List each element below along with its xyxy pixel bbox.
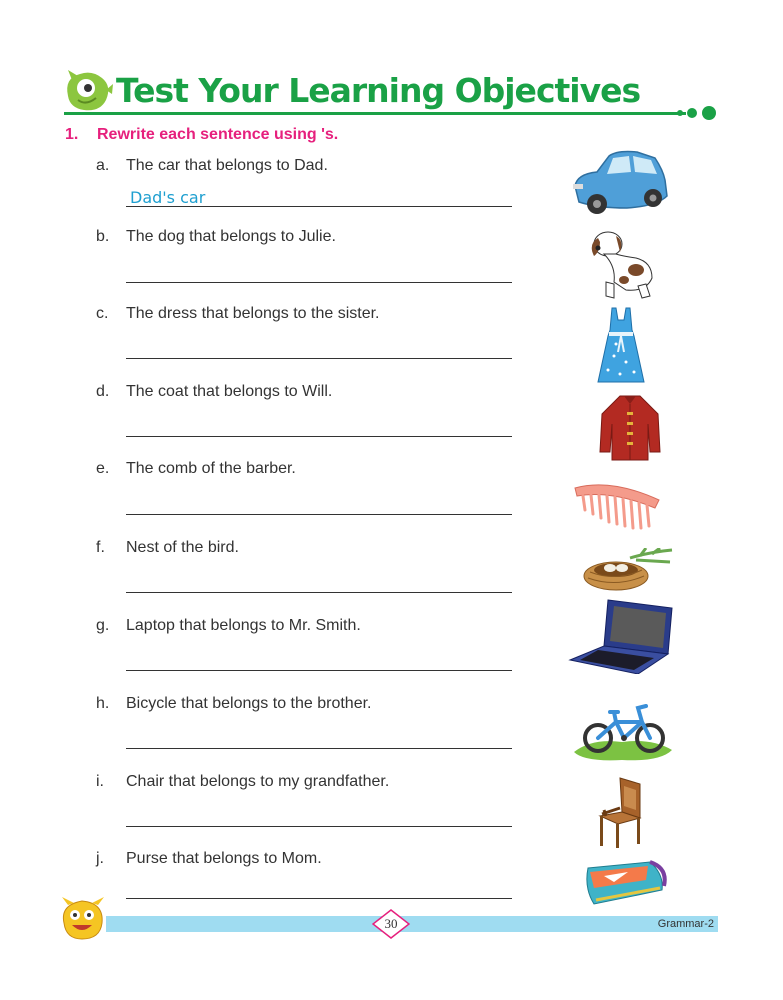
item-letter: e. <box>96 460 110 477</box>
answer-line[interactable] <box>126 670 512 671</box>
car-icon <box>567 146 673 222</box>
item-letter: j. <box>96 850 104 867</box>
item-sentence: Chair that belongs to my grandfather. <box>126 773 390 790</box>
item-sentence: Bicycle that belongs to the brother. <box>126 695 372 712</box>
answer-line[interactable] <box>126 826 512 827</box>
dog-icon <box>586 226 660 302</box>
item-letter: f. <box>96 539 105 556</box>
comb-icon <box>571 480 663 532</box>
item-letter: a. <box>96 157 110 174</box>
item-sentence: The coat that belongs to Will. <box>126 383 333 400</box>
answer-line[interactable] <box>126 592 512 593</box>
item-letter: h. <box>96 695 110 712</box>
item-letter: c. <box>96 305 109 322</box>
item-letter: g. <box>96 617 110 634</box>
answer-line[interactable] <box>126 436 512 437</box>
page-title: Test Your Learning Objectives <box>116 71 641 110</box>
coat-icon <box>598 394 662 464</box>
question-number: 1. <box>65 126 79 143</box>
item-sentence: The comb of the barber. <box>126 460 296 477</box>
item-letter: i. <box>96 773 104 790</box>
title-underline <box>64 112 686 115</box>
answer-line[interactable] <box>126 748 512 749</box>
green-monster-mascot-icon <box>62 66 114 114</box>
yellow-monster-mascot-icon <box>58 895 108 941</box>
nest-icon <box>580 548 674 592</box>
dress-icon <box>596 306 646 386</box>
answer-line[interactable] <box>126 358 512 359</box>
answer-line[interactable] <box>126 206 512 207</box>
item-sentence: Nest of the bird. <box>126 539 239 556</box>
book-title: Grammar-2 <box>657 918 714 930</box>
laptop-icon <box>568 598 676 674</box>
answer-line[interactable] <box>126 898 512 899</box>
item-letter: b. <box>96 228 110 245</box>
item-sentence: The car that belongs to Dad. <box>126 157 328 174</box>
page-number: 30 <box>384 916 398 931</box>
bicycle-icon <box>572 698 674 764</box>
item-sentence: Laptop that belongs to Mr. Smith. <box>126 617 361 634</box>
chair-icon <box>596 776 648 850</box>
answer-filled-text[interactable]: Dad's car <box>130 188 206 207</box>
item-sentence: The dress that belongs to the sister. <box>126 305 380 322</box>
footer-bar <box>106 916 718 932</box>
answer-line[interactable] <box>126 282 512 283</box>
answer-line[interactable] <box>126 514 512 515</box>
item-letter: d. <box>96 383 110 400</box>
item-sentence: The dog that belongs to Julie. <box>126 228 336 245</box>
purse-icon <box>584 858 668 906</box>
question-instruction: Rewrite each sentence using 's. <box>97 126 339 143</box>
decorative-dots-icon <box>676 104 720 122</box>
item-sentence: Purse that belongs to Mom. <box>126 850 322 867</box>
